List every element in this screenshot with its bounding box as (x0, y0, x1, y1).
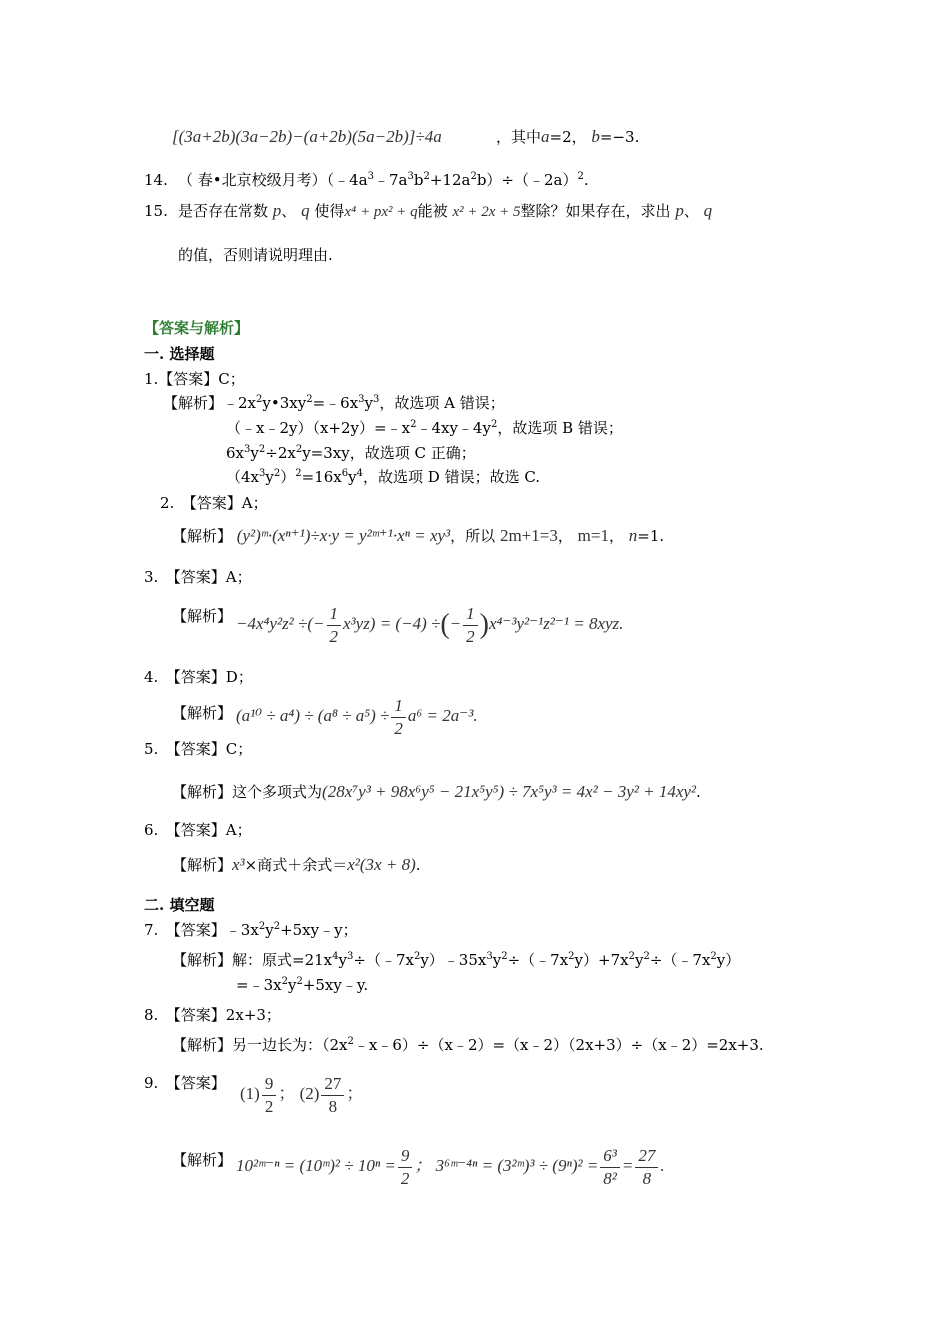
q13-b-val: =−3. (599, 128, 640, 146)
a9-num: 9 (262, 1073, 277, 1096)
a7-sup: 2 (501, 951, 508, 962)
a7-part: y）+7x (574, 951, 629, 969)
analysis-label: 【解析】 (172, 1036, 233, 1054)
a6-expr2: x²(3x + 8) (347, 855, 416, 874)
q15-q: q (301, 201, 310, 220)
a2-eq2: m=1 (577, 526, 609, 545)
q13-expression: [(3a+2b)(3a−2b)−(a+2b)(5a−2b)]÷4a (172, 127, 442, 146)
a7-sup: 2 (413, 951, 421, 962)
a2-expr: (y²)ᵐ·(xⁿ⁺¹)÷x·y = y²ᵐ⁺¹·xⁿ = xy³ (236, 526, 451, 545)
q15-p: p (675, 201, 684, 220)
a5-expr: (28x⁷y³ + 98x⁶y⁵ − 21x⁵y⁵) ÷ 7x⁵y³ = 4x² − 3y² + 14xy² (322, 782, 697, 801)
answer-1-label: 1.【答案】C； (144, 370, 245, 388)
answer-1-analysis-line2 (226, 418, 623, 438)
a3-end: . (619, 614, 624, 633)
a4-den: 2 (394, 718, 403, 738)
a9-end: . (660, 1156, 665, 1175)
a2-eq1: 2m+1=3 (499, 526, 558, 545)
a9-part: ； (346, 1084, 364, 1103)
q15-poly2: x² + 2x + 5 (452, 204, 521, 220)
a7-sup: 2 (281, 976, 288, 987)
a1-part: ，故选项 D 错误；故选 C. (363, 468, 541, 486)
answer-3-expression: −4x⁴y²z² ÷(− $\frac{1}{2}$ x³yz) = (−4) ÷(− $\frac{1}{2}$ )x⁴⁻³y²⁻¹z²⁻¹ = 8xyz. (236, 603, 624, 646)
a1-part: ﹣2x (223, 394, 257, 412)
answer-6-analysis (172, 855, 421, 875)
a6-text: ×商式＋余式＝ (244, 856, 348, 874)
a2-n-var: n (628, 526, 638, 545)
a7-part: y (634, 951, 644, 969)
a1-part: y (364, 394, 374, 412)
answer-7-analysis-line2 (236, 975, 368, 995)
a7-part: +5xy﹣y； (280, 921, 358, 939)
a3-den: 2 (329, 626, 338, 646)
answer-2-label: 2. 【答案】A； (160, 494, 268, 512)
a1-sup: 2 (273, 468, 281, 479)
a3-part: x⁴⁻³y²⁻¹z²⁻¹ = 8xyz (488, 614, 620, 633)
a9-part: = (621, 1156, 634, 1175)
q14-part: +12a (429, 171, 471, 189)
q14-part: ﹣7a (373, 171, 408, 189)
a9-den: 8 (642, 1168, 652, 1188)
answer-3-label: 3. 【答案】A； (144, 568, 252, 586)
q13-a-var: a (541, 127, 550, 146)
q15-q: q (703, 201, 713, 220)
a7-sup: 2 (628, 951, 635, 962)
section-heading-choice: 一. 选择题 (144, 345, 215, 363)
a1-sup: 3 (373, 394, 380, 405)
a9-num: 27 (635, 1145, 658, 1168)
a9-den: 2 (264, 1096, 274, 1116)
a1-part: y (250, 444, 259, 462)
a4-part: (a¹⁰ ÷ a⁴) ÷ (a⁸ ÷ a⁵) ÷ (236, 706, 390, 725)
answer-1-analysis-line1 (163, 393, 505, 413)
answer-5-label: 5. 【答案】C； (144, 740, 253, 758)
q15-sep: 、 (683, 202, 699, 220)
a1-part: =16x (301, 468, 342, 486)
a9-num: 27 (321, 1073, 344, 1096)
answer-9-values (240, 1070, 363, 1118)
a7-part: y (287, 976, 297, 994)
answer-9-analysis-label: 【解析】 (172, 1151, 233, 1169)
answer-1-analysis-line3 (226, 443, 476, 463)
analysis-label: 【解析】 (172, 856, 233, 874)
q15-text: 是否存在常数 (178, 202, 269, 220)
a2-n-val: =1. (637, 527, 665, 545)
q14-part: b）÷（﹣2a） (476, 171, 578, 189)
a7-part: y (492, 951, 502, 969)
a1-sup: 3 (358, 394, 365, 405)
answer-4-analysis-label: 【解析】 (172, 704, 233, 722)
q15-sep: 、 (281, 202, 297, 220)
a8-part: ﹣x﹣6）÷（x﹣2）=（x﹣2）（2x+3）÷（x﹣2）=2x+3. (353, 1036, 764, 1054)
a7-sup: 2 (643, 951, 650, 962)
a7-sup: 3 (486, 951, 493, 962)
a7-part: 7. 【答案】﹣3x (144, 921, 259, 939)
answer-9-expression (236, 1142, 665, 1190)
a1-sup: 2 (295, 468, 302, 479)
a5-end: . (696, 783, 701, 801)
a1-part: y (265, 468, 274, 486)
a1-sup: 3 (244, 444, 251, 455)
a1-sup: 2 (410, 419, 417, 430)
a9-den: 8² (603, 1168, 617, 1188)
a1-part: ﹣4xy﹣4y (416, 419, 491, 437)
a7-part: ÷（﹣7x (353, 951, 414, 969)
q15-number: 15. (144, 202, 168, 220)
answer-5-analysis (172, 782, 701, 802)
q14-number: 14. (144, 171, 168, 189)
a3-frac (327, 603, 342, 648)
q15-poly1: x⁴ + px² + q (344, 204, 418, 220)
a1-part: ÷2x (265, 444, 296, 462)
a2-text: ， (608, 527, 624, 545)
q15-text: 整除？如果存在，求出 (520, 202, 671, 220)
a7-sup: 2 (710, 951, 717, 962)
a1-sup: 2 (295, 444, 303, 455)
a2-text: ， (557, 527, 573, 545)
a6-expr1: x³ (232, 855, 245, 874)
a9-num: 9 (398, 1145, 413, 1168)
a9-part: (2) (299, 1084, 320, 1103)
a8-part: 另一边长为：（2x (232, 1036, 348, 1054)
analysis-label: 【解析】 (163, 394, 224, 412)
a4-part: a⁶ = 2a⁻³ (407, 706, 474, 725)
a1-sup: 2 (490, 419, 498, 430)
q14-sup: 2 (423, 171, 430, 182)
answer-4-label: 4. 【答案】D； (144, 668, 253, 686)
answer-3-analysis-label: 【解析】 (172, 607, 233, 625)
a7-part: 解：原式=21x (232, 951, 333, 969)
a6-end: . (415, 856, 421, 874)
a1-part: =﹣6x (312, 394, 359, 412)
answer-2-analysis (172, 526, 664, 546)
a7-part: y (338, 951, 347, 969)
a7-sup: 3 (347, 951, 354, 962)
a7-part: +5xy﹣y. (302, 976, 369, 994)
a1-sup: 3 (259, 468, 266, 479)
a3-num: 1 (463, 603, 478, 626)
q14-part: （ 春•北京校级月考）（﹣4a (178, 171, 368, 189)
q14-part: . (583, 171, 589, 189)
a1-part: y=3xy，故选项 C 正确； (302, 444, 476, 462)
answer-8-analysis (172, 1035, 764, 1055)
a7-part: ÷（﹣7x (649, 951, 711, 969)
q14-sup: 2 (577, 171, 584, 182)
a2-text: ，所以 (450, 527, 496, 545)
a7-part: ÷（﹣7x (507, 951, 569, 969)
q15-text: 使得 (314, 202, 345, 220)
q15-line2: 的值，否则请说明理由. (178, 246, 333, 264)
a1-sup: 6 (341, 468, 349, 479)
a3-den: 2 (466, 626, 475, 646)
answer-8-label: 8. 【答案】2x+3； (144, 1006, 281, 1024)
answer-4-expression (236, 692, 478, 740)
q13-cond-text: ，其中 (496, 128, 542, 146)
a1-part: ） (280, 468, 296, 486)
a7-sup: 2 (258, 921, 266, 932)
q15-text: 能被 (417, 202, 448, 220)
a5-text: 这个多项式为 (232, 783, 323, 801)
a9-frac (321, 1073, 344, 1118)
a7-sup: 2 (568, 951, 575, 962)
a9-den: 2 (400, 1168, 410, 1188)
a9-frac (635, 1145, 658, 1190)
a3-part: x³yz) = (−4) ÷ (343, 614, 441, 633)
a1-sup: 2 (258, 444, 266, 455)
a3-part: −4x⁴y²z² ÷(− (236, 614, 325, 633)
a1-sup: 2 (306, 394, 313, 405)
a1-part: y•3xy (262, 394, 307, 412)
a7-part: =﹣3x (236, 976, 282, 994)
a1-sup: 2 (256, 394, 263, 405)
a8-sup: 2 (347, 1036, 354, 1047)
answer-9-label: 9. 【答案】 (144, 1074, 226, 1092)
a3-num: 1 (327, 603, 342, 626)
a4-end: . (473, 706, 478, 725)
answer-7-analysis-line1 (172, 950, 740, 970)
a7-sup: 4 (332, 951, 339, 962)
section-heading-fill: 二. 填空题 (144, 896, 215, 914)
a9-part: ； (278, 1084, 296, 1103)
a9-frac (262, 1073, 277, 1118)
a1-part: ，故选项 B 错误； (497, 419, 623, 437)
q13-condition (496, 127, 639, 147)
a1-part: y (348, 468, 357, 486)
q14-sup: 3 (407, 171, 414, 182)
a4-num: 1 (391, 695, 406, 718)
q14-part: b (413, 171, 424, 189)
a9-num: 6³ (600, 1145, 620, 1168)
q14-sup: 3 (367, 171, 374, 182)
a4-frac (391, 695, 406, 740)
a3-frac (463, 603, 478, 648)
q13-b-var: b (591, 127, 600, 146)
answer-6-label: 6. 【答案】A； (144, 821, 252, 839)
analysis-label: 【解析】 (172, 783, 233, 801)
a7-sup: 2 (273, 921, 281, 932)
a9-part: ； (414, 1156, 432, 1175)
a9-part: (1) (240, 1084, 260, 1103)
answer-7-label (144, 920, 358, 940)
a9-part: 3⁶ᵐ⁻⁴ⁿ = (3²ᵐ)³ ÷ (9ⁿ)² = (435, 1156, 599, 1175)
q14-sup: 2 (470, 171, 477, 182)
answer-1-analysis-line4 (226, 467, 540, 487)
a7-part: y）﹣35x (420, 951, 487, 969)
q15-line1 (178, 201, 712, 222)
a9-frac (398, 1145, 413, 1190)
a1-part: （4x (226, 468, 260, 486)
a7-part: y (265, 921, 274, 939)
a1-part: ，故选项 A 错误； (379, 394, 505, 412)
q13-a-val: =2， (549, 128, 587, 146)
analysis-label: 【解析】 (172, 951, 233, 969)
a1-part: 6x (226, 444, 245, 462)
a9-den: 8 (328, 1096, 338, 1116)
a9-part: 10²ᵐ⁻ⁿ = (10ᵐ)² ÷ 10ⁿ = (236, 1156, 396, 1175)
a9-frac (600, 1145, 620, 1190)
q14-text (178, 170, 589, 190)
q15-p: p (272, 201, 282, 220)
a1-part: （﹣x﹣2y）（x+2y）=﹣x (226, 419, 411, 437)
a7-part: y） (716, 951, 741, 969)
answer-header: 【答案与解析】 (144, 319, 250, 337)
a7-sup: 2 (296, 976, 303, 987)
analysis-label: 【解析】 (172, 527, 233, 545)
a1-sup: 4 (356, 468, 363, 479)
